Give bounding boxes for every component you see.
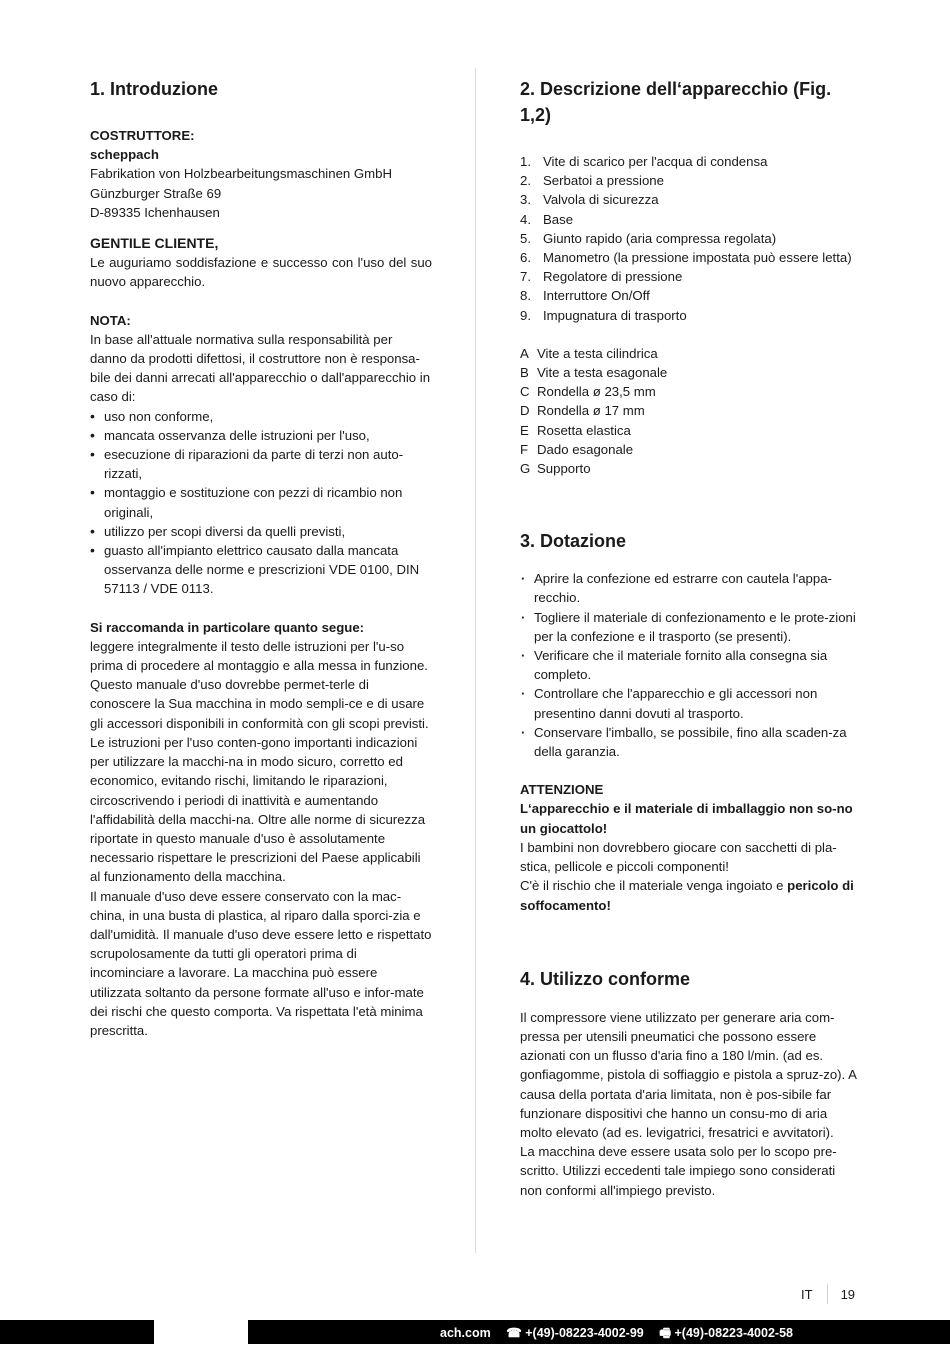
customer-heading: GENTILE CLIENTE,	[90, 235, 219, 252]
website-link[interactable]: ach.com	[440, 1326, 491, 1340]
list-item: • montaggio e sostituzione con pezzi di ricambio non originali,	[90, 483, 432, 521]
list-item: 5. Giunto rapido (aria compressa regolata)	[520, 230, 777, 246]
list-item: · Controllare che l'apparecchio e gli accessori non presentino danni dovuti al trasporto.	[520, 684, 860, 722]
attention-text: I bambini non dovrebbero giocare con sacchetti di pla-stica, pellicole e piccoli componenti!	[520, 839, 837, 875]
fax-number: 🖷 +(49)-08223-4002-58	[659, 1326, 793, 1340]
list-item: • guasto all'impianto elettrico causato dalla mancata osservanza delle norme e prescrizioni VDE 0100, DIN 57113 / VDE 0113.	[90, 541, 432, 599]
left-column	[90, 76, 432, 1040]
column-divider	[475, 68, 476, 1253]
list-item: • utilizzo per scopi diversi da quelli previsti,	[90, 522, 432, 541]
recommend-text: leggere integralmente il testo delle istruzioni per l'u-so prima di procedere al montaggio e alla messa in funzione. Questo manuale d'uso dovrebbe permet-terle di conoscere la Sua macchina in modo sempli-ce e di usare gli accessori disponibili in conformità con gli scopi previsti. Le istruzioni per l'uso conten-gono importanti indicazioni per utilizzare la macchi-na in modo sicuro, corretto ed economico, evitando rischi, limitando le riparazioni, circoscrivendo i periodi di inattività e aumentando l'affidabilità della macchi-na. Oltre alle norme di sicurezza riportate in questo manuale d'uso è assolutamente necessario rispettare le prescrizioni del Paese applicabili al funzionamento della macchina.	[90, 638, 429, 885]
intended-use-text: La macchina deve essere usata solo per lo scopo pre-scritto. Utilizzi eccedenti tale impiego sono considerati non conformi all'impiego previsto.	[520, 1144, 837, 1198]
list-item: F Dado esagonale	[520, 441, 634, 457]
section-title-introduction: 1. Introduzione	[90, 79, 218, 99]
address-line: D-89335 Ichenhausen	[90, 204, 220, 220]
contact-bar-gap	[154, 1320, 248, 1344]
page-footer	[801, 1284, 855, 1304]
list-item: D Rondella ø 17 mm	[520, 403, 645, 419]
list-item: 8. Interruttore On/Off	[520, 288, 650, 304]
phone-number: ☎ +(49)-08223-4002-99	[506, 1326, 644, 1340]
footer-divider	[827, 1284, 828, 1304]
list-item: · Aprire la confezione ed estrarre con cautela l'appa-recchio.	[520, 569, 860, 607]
customer-text: Le auguriamo soddisfazione e successo con l'uso del suo nuovo apparecchio.	[90, 255, 432, 290]
list-item: · Conservare l'imballo, se possibile, fino alla scaden-za della garanzia.	[520, 723, 860, 761]
list-item: • mancata osservanza delle istruzioni per l'uso,	[90, 426, 432, 445]
list-item: 9. Impugnatura di trasporto	[520, 307, 687, 323]
contact-info	[440, 1324, 805, 1345]
address-line: Fabrikation von Holzbearbeitungsmaschinen GmbH	[90, 166, 392, 182]
manual-text: Il manuale d'uso deve essere conservato con la mac-china, in una busta di plastica, al riparo dalla sporci-zia e dall'umidità. Il manuale d'uso deve essere letto e rispettato scrupolosamente da tutti gli operatori prima di incominciare a lavorare. La macchina può essere utilizzata soltanto da persone formate all'uso e infor-mate dei rischi che questo comporta. Va rispettata l'età minima prescritta.	[90, 888, 432, 1038]
list-item: 6. Manometro (la pressione impostata può essere letta)	[520, 250, 852, 266]
list-item: E Rosetta elastica	[520, 422, 631, 438]
language-code: IT	[801, 1286, 813, 1302]
supply-list	[520, 569, 860, 761]
contact-bar	[0, 1320, 950, 1344]
list-item: · Togliere il materiale di confezionamento e le prote-zioni per la confezione e il trasporto (se presenti).	[520, 608, 860, 646]
address-line: Günzburger Straße 69	[90, 185, 222, 201]
intended-use-text: Il compressore viene utilizzato per generare aria com-pressa per utensili pneumatici che possono essere azionati con un flusso d'aria fino a 180 l/min. (ad es. gonfiagomme, pistola di soffiaggio e pistola a spruz-zo). A causa della portata d'aria limitata, non è pos-sibile far funzionare dispositivi che hanno un consu-mo di aria molto elevato (ad es. levigatrici, fresatrici e avvitatori).	[520, 1009, 857, 1140]
suffocation-warning: pericolo di soffocamento!	[520, 878, 854, 913]
section-title-intended-use: 4. Utilizzo conforme	[520, 968, 691, 989]
description-list	[520, 152, 860, 325]
list-item: A Vite a testa cilindrica	[520, 345, 658, 361]
attention-heading: ATTENZIONE	[520, 782, 604, 798]
section-title-supply: 3. Dotazione	[520, 531, 627, 552]
list-item: 4. Base	[520, 211, 574, 227]
nota-heading: NOTA:	[90, 312, 131, 328]
list-item: 7. Regolatore di pressione	[520, 269, 683, 285]
manufacturer-label: COSTRUTTORE:	[90, 128, 195, 143]
list-item: 1. Vite di scarico per l'acqua di condensa	[520, 154, 768, 169]
list-item: 2. Serbatoi a pressione	[520, 173, 664, 189]
nota-list	[90, 407, 432, 599]
attention-text: C'è il rischio che il materiale venga ingoiato e pericolo di soffocamento!	[520, 878, 854, 913]
list-item: • uso non conforme,	[90, 407, 432, 426]
list-item: G Supporto	[520, 461, 591, 477]
attention-warning: L‘apparecchio e il materiale di imballaggio non so-no un giocattolo!	[520, 801, 853, 836]
list-item: · Verificare che il materiale fornito alla consegna sia completo.	[520, 646, 860, 684]
page-number: 19	[840, 1286, 856, 1302]
list-item: 3. Valvola di sicurezza	[520, 192, 659, 208]
list-item: B Vite a testa esagonale	[520, 365, 668, 381]
section-title-description: 2. Descrizione dell‘apparecchio (Fig. 1,2)	[520, 79, 832, 125]
nota-text: In base all'attuale normativa sulla responsabilità per danno da prodotti difettosi, il costruttore non è responsa-bile dei danni arrecati all'apparecchio o dall'apparecchio in caso di:	[90, 331, 431, 405]
list-item: • esecuzione di riparazioni da parte di terzi non auto-rizzati,	[90, 445, 432, 483]
right-column	[520, 76, 860, 1200]
parts-list	[520, 344, 860, 478]
list-item: C Rondella ø 23,5 mm	[520, 384, 656, 400]
manufacturer-name: scheppach	[90, 147, 159, 163]
recommend-heading: Si raccomanda in particolare quanto segue:	[90, 619, 365, 635]
